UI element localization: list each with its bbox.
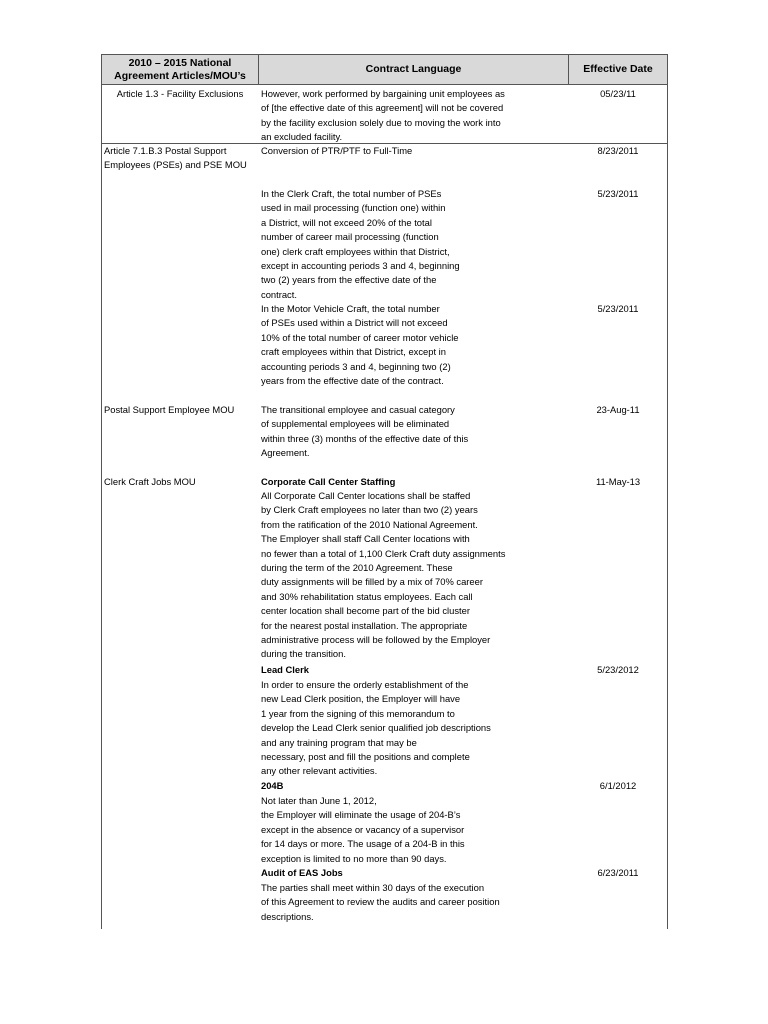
header-articles-label: 2010 – 2015 National Agreement Articles/MOU’s: [114, 56, 246, 82]
date-pse-motor-vehicle: 5/23/2011: [597, 303, 639, 314]
title-lead-clerk: Lead Clerk: [261, 664, 309, 675]
article-pse-mou: Postal Support Employee MOU: [104, 404, 235, 415]
text-pse-motor-vehicle: In the Motor Vehicle Craft, the total number of PSEs used within a District will not exceed 10% of the total number of career motor vehicle craft employees within that District, except in accounting periods 3 and 4, beginning two (2) years from the effective date of the contract.: [261, 303, 459, 387]
date-pse-clerk-craft: 5/23/2011: [597, 188, 639, 199]
article-facility-exclusions: Article 1.3 - Facility Exclusions: [116, 88, 244, 99]
header-effective-date: [569, 54, 667, 85]
date-204b: 6/1/2012: [599, 780, 637, 791]
text-pse-conversion: Conversion of PTR/PTF to Full-Time: [261, 145, 413, 156]
text-204b: Not later than June 1, 2012, the Employer will eliminate the usage of 204-B’s except in the absence or vacancy of a supervisor for 14 days or more. The usage of a 204-B in this exception is limited to no more than 90 days.: [261, 795, 465, 864]
date-facility-exclusions: 05/23/11: [600, 88, 636, 99]
date-lead-clerk: 5/23/2012: [597, 664, 639, 675]
contract-table: [101, 54, 668, 929]
date-call-center: 11-May-13: [595, 476, 641, 487]
header-contract-language: [259, 54, 569, 85]
article-clerk-jobs: Clerk Craft Jobs MOU: [104, 476, 196, 487]
text-pse-clerk-craft: In the Clerk Craft, the total number of PSEs used in mail processing (function one) within a District, will not exceed 20% of the total number of career mail processing (function one) clerk craft employees within that District, except in accounting periods 3 and 4, beginning two (2) years from the effective date of the contract.: [261, 188, 460, 300]
title-eas-audit: Audit of EAS Jobs: [261, 867, 343, 878]
title-204b: 204B: [261, 780, 284, 791]
header-date-label: Effective Date: [583, 63, 653, 75]
text-lead-clerk: In order to ensure the orderly establishment of the new Lead Clerk position, the Employer will have 1 year from the signing of this memorandum to develop the Lead Clerk senior qualified job descriptions and any training program that may be necessary, post and fill the positions and complete any other relevant activities.: [261, 679, 491, 777]
header-articles: [102, 54, 259, 85]
article-pse: Article 7.1.B.3 Postal Support Employees (PSEs) and PSE MOU: [104, 145, 247, 171]
date-pse-conversion: 8/23/2011: [597, 145, 639, 156]
date-eas-audit: 6/23/2011: [597, 867, 639, 878]
text-pse-mou: The transitional employee and casual category of supplemental employees will be eliminated within three (3) months of the effective date of this Agreement.: [261, 404, 469, 459]
title-call-center: Corporate Call Center Staffing: [261, 476, 396, 487]
header-language-label: Contract Language: [365, 63, 462, 75]
date-pse-mou: 23-Aug-11: [596, 404, 640, 415]
text-call-center: All Corporate Call Center locations shall be staffed by Clerk Craft employees no later than two (2) years from the ratification of the 2010 National Agreement. The Employer shall staff Call Center locations with no fewer than a total of 1,100 Clerk Craft duty assignments during the term of the 2010 Agreement. These duty assignments will be filled by a mix of 70% career and 30% rehabilitation status employees. Each call center location shall become part of the bid cluster for the nearest postal installation. The appropriate administrative process will be followed by the Employer during the transition.: [261, 490, 506, 660]
text-eas-audit: The parties shall meet within 30 days of the execution of this Agreement to review the audits and career position descriptions.: [261, 882, 500, 922]
text-facility-exclusions: However, work performed by bargaining unit employees as of [the effective date of this agreement] will not be covered by the facility exclusion solely due to moving the work into an excluded facility.: [261, 88, 505, 143]
